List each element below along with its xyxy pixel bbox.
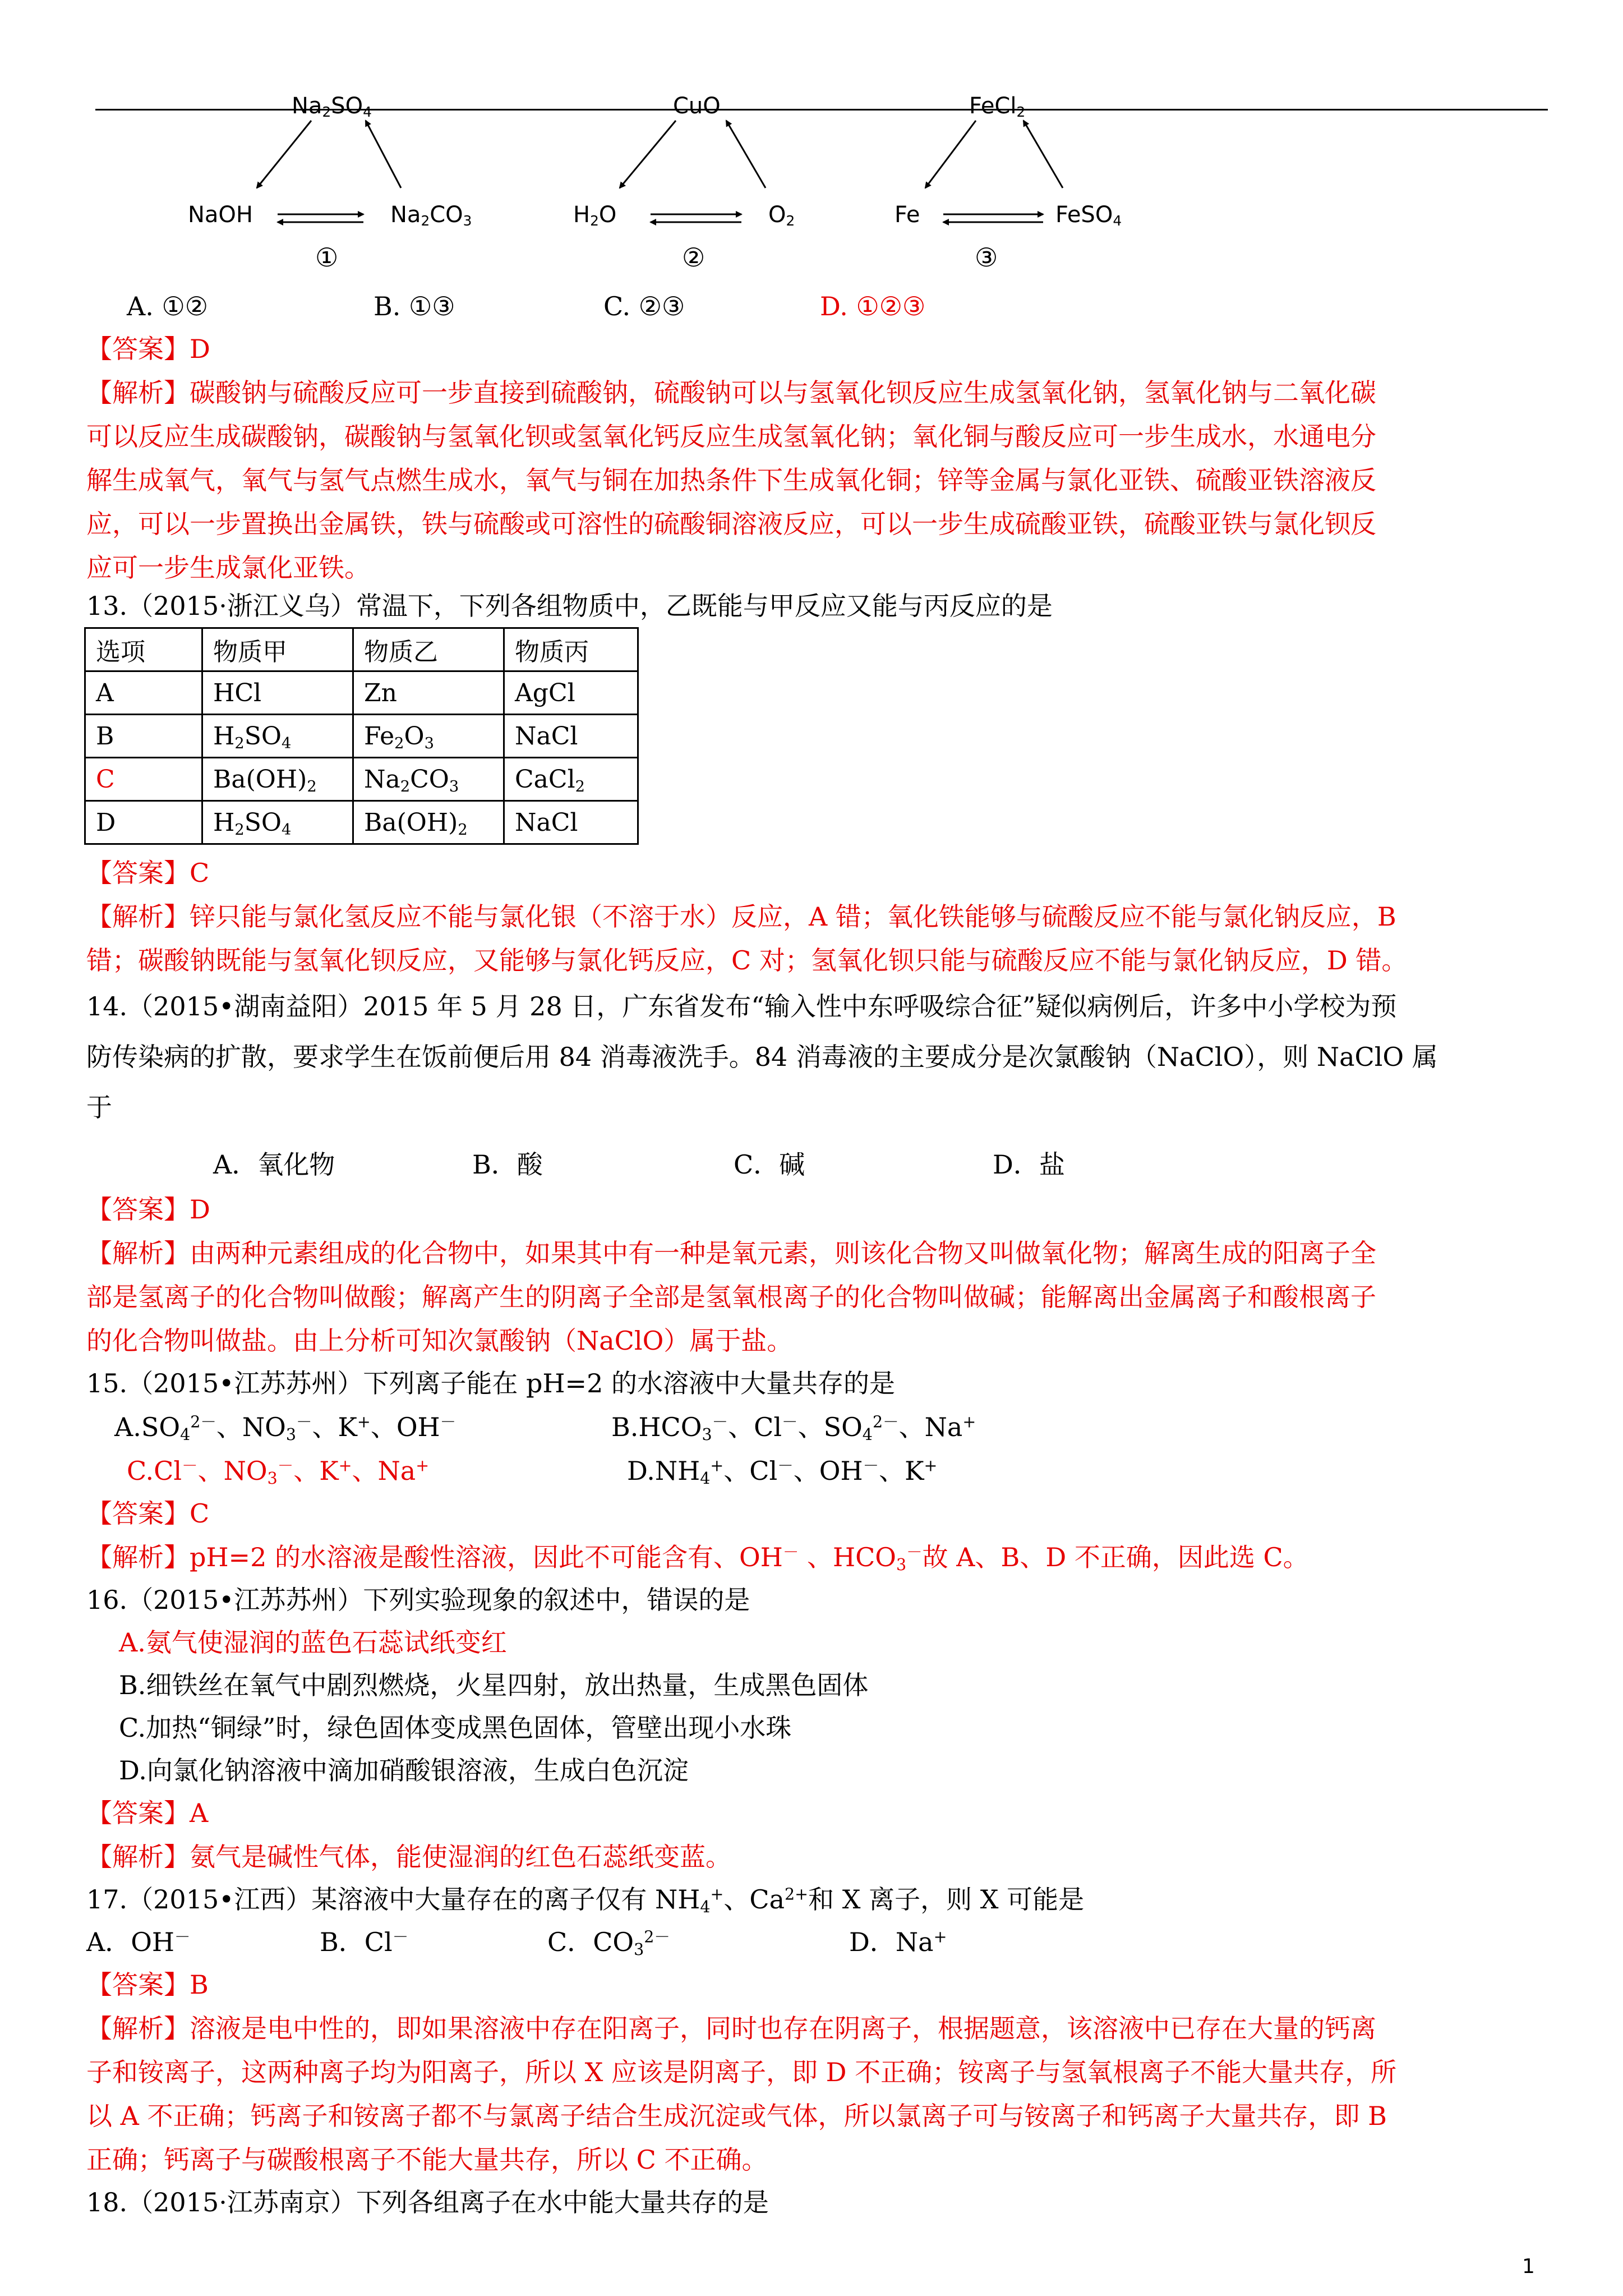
q16-answer: 【答案】A <box>86 1798 209 1828</box>
q15-answer: 【答案】C <box>86 1498 210 1529</box>
table-cell: A <box>85 671 202 715</box>
g3-number: ③ <box>975 242 998 273</box>
q13-table <box>84 627 639 845</box>
q16-option-d: D.向氯化钠溶液中滴加硝酸银溶液，生成白色沉淀 <box>119 1755 689 1786</box>
q12-analysis-line: 应，可以一步置换出金属铁，铁与硫酸或可溶性的硫酸铜溶液反应，可以一步生成硫酸亚铁，硫酸亚铁与氯化钡反 <box>86 509 1376 539</box>
q17-option-b: B．Cl－ <box>320 1927 409 1957</box>
table-row <box>85 801 638 844</box>
q16-option-a: A.氨气使湿润的蓝色石蕊试纸变红 <box>119 1627 507 1658</box>
q16-stem: 16.（2015•江苏苏州）下列实验现象的叙述中，错误的是 <box>86 1585 750 1615</box>
q14-analysis-line: 的化合物叫做盐。由上分析可知次氯酸钠（NaClO）属于盐。 <box>86 1326 793 1356</box>
q15-option-b: $B.HCO_3^-$、Cl－、$SO_4^{2-}$、Na+ <box>611 1412 976 1444</box>
q12-answer: 【答案】D <box>86 334 210 364</box>
table-row <box>85 758 638 801</box>
g1-top: $Na_2SO_4$ <box>292 93 372 121</box>
table-cell: NaCl <box>504 715 638 758</box>
q12-option-a: A. ①② <box>127 291 208 321</box>
q17-analysis-line: 【解析】溶液是电中性的，即如果溶液中存在阳离子，同时也存在阴离子，根据题意，该溶液中已存在大量的钙离 <box>86 2013 1376 2044</box>
q16-option-c: C.加热“铜绿”时，绿色固体变成黑色固体，管壁出现小水珠 <box>119 1713 792 1743</box>
q18-stem: 18.（2015·江苏南京）下列各组离子在水中能大量共存的是 <box>86 2187 769 2217</box>
q14-stem-line: 14.（2015•湖南益阳）2015 年 5 月 28 日，广东省发布“输入性中东呼吸综合征”疑似病例后，许多中小学校为预 <box>86 991 1397 1022</box>
q12-analysis-line: 可以反应生成碳酸钠，碳酸钠与氢氧化钡或氢氧化钙反应生成氢氧化钠；氧化铜与酸反应可一步生成水，水通电分 <box>86 421 1376 452</box>
arrow <box>620 121 676 188</box>
q13-stem: 13.（2015·浙江义乌）常温下，下列各组物质中，乙既能与甲反应又能与丙反应的是 <box>86 591 1053 621</box>
arrow <box>925 121 976 188</box>
table-header: 物质甲 <box>202 628 353 671</box>
q13-answer: 【答案】C <box>86 858 210 888</box>
table-row <box>85 671 638 715</box>
table-cell: D <box>85 801 202 844</box>
q17-stem: 17.（2015•江西）某溶液中大量存在的离子仅有 $NH_4^+$、$Ca^{2+}$和 X 离子，则 X 可能是 <box>86 1884 1085 1917</box>
q15-option-a: $A.SO_4^{2-}$、$NO_3^-$、K+、OH－ <box>114 1412 457 1444</box>
table-cell: Zn <box>353 671 504 715</box>
q12-option-c: C. ②③ <box>603 291 685 321</box>
g1-right: $Na_2CO_3$ <box>390 202 472 229</box>
arrow <box>726 121 766 188</box>
table-cell: $H_2SO_4$ <box>202 715 353 758</box>
table-cell: $H_2SO_4$ <box>202 801 353 844</box>
q14-option-c: C．碱 <box>734 1149 805 1180</box>
g3-left: Fe <box>895 202 920 228</box>
g2-right: $O_2$ <box>768 202 795 229</box>
q17-option-a: A．OH－ <box>86 1927 191 1957</box>
table-row <box>85 715 638 758</box>
g2-top: CuO <box>673 93 721 119</box>
table-cell: HCl <box>202 671 353 715</box>
q17-analysis-line: 以 A 不正确；钙离子和铵离子都不与氯离子结合生成沉淀或气体，所以氯离子可与铵离子和钙离子大量共存，即 B <box>86 2101 1387 2131</box>
q14-stem-line: 防传染病的扩散，要求学生在饭前便后用 84 消毒液洗手。84 消毒液的主要成分是次氯酸钠（NaClO），则 NaClO 属 <box>86 1042 1438 1072</box>
page-number: 1 <box>1522 2255 1535 2278</box>
arrow <box>257 121 311 188</box>
reaction-diagram <box>0 84 1623 286</box>
table-cell: AgCl <box>504 671 638 715</box>
table-cell: CaCl$_2$ <box>504 758 638 801</box>
table-header: 物质丙 <box>504 628 638 671</box>
q12-option-b: B. ①③ <box>374 291 455 321</box>
q12-analysis-line: 解生成氧气，氧气与氢气点燃生成水，氧气与铜在加热条件下生成氧化铜；锌等金属与氯化亚铁、硫酸亚铁溶液反 <box>86 465 1376 495</box>
q12-analysis-line: 应可一步生成氯化亚铁。 <box>86 553 370 583</box>
table-header: 选项 <box>85 628 202 671</box>
q14-analysis-line: 部是氢离子的化合物叫做酸；解离产生的阴离子全部是氢氧根离子的化合物叫做碱；能解离出金属离子和酸根离子 <box>86 1282 1376 1312</box>
q16-analysis: 【解析】氨气是碱性气体，能使湿润的红色石蕊纸变蓝。 <box>86 1842 731 1872</box>
q17-answer: 【答案】B <box>86 1970 209 2000</box>
q17-option-d: D．Na+ <box>849 1927 947 1957</box>
table-cell: C <box>85 758 202 801</box>
table-header: 物质乙 <box>353 628 504 671</box>
q17-analysis-line: 正确；钙离子与碳酸根离子不能大量共存，所以 C 不正确。 <box>86 2145 768 2175</box>
table-cell: NaCl <box>504 801 638 844</box>
q14-answer: 【答案】D <box>86 1194 210 1225</box>
q17-analysis-line: 子和铵离子，这两种离子均为阳离子，所以 X 应该是阴离子，即 D 不正确；铵离子与氢氧根离子不能大量共存，所 <box>86 2057 1397 2087</box>
g2-number: ② <box>682 242 706 273</box>
q12-analysis-line: 【解析】碳酸钠与硫酸反应可一步直接到硫酸钠，硫酸钠可以与氢氧化钡反应生成氢氧化钠，氢氧化钠与二氧化碳 <box>86 378 1376 408</box>
arrow <box>366 121 401 188</box>
g3-top: FeCl$_2$ <box>969 93 1026 121</box>
g2-left: $H_2O$ <box>573 202 617 229</box>
g1-number: ① <box>315 242 339 273</box>
q15-option-d: $D.NH_4^+$、Cl－、OH－、K+ <box>627 1456 938 1488</box>
q12-option-d: D. ①②③ <box>820 291 926 321</box>
q15-analysis: 【解析】pH=2 的水溶液是酸性溶液，因此不可能含有、OH－ 、$HCO_3^-$故 A、B、D 不正确，因此选 C。 <box>86 1542 1309 1575</box>
table-cell: $Ba(OH)_2$ <box>353 801 504 844</box>
q14-option-a: A．氧化物 <box>213 1149 335 1180</box>
q14-option-d: D．盐 <box>993 1149 1065 1180</box>
table-cell: $Fe_2O_3$ <box>353 715 504 758</box>
q14-analysis-line: 【解析】由两种元素组成的化合物中，如果其中有一种是氧元素，则该化合物又叫做氧化物；解离生成的阳离子全 <box>86 1238 1376 1268</box>
q16-option-b: B.细铁丝在氧气中剧烈燃烧，火星四射，放出热量，生成黑色固体 <box>119 1670 869 1700</box>
q14-option-b: B．酸 <box>472 1149 543 1180</box>
table-header-row <box>85 628 638 671</box>
arrow <box>1023 121 1063 188</box>
q15-stem: 15.（2015•江苏苏州）下列离子能在 pH=2 的水溶液中大量共存的是 <box>86 1368 895 1398</box>
q17-option-c: C．$CO_3^{2-}$ <box>547 1927 670 1959</box>
table-cell: $Na_2CO_3$ <box>353 758 504 801</box>
table-cell: B <box>85 715 202 758</box>
table-cell: $Ba(OH)_2$ <box>202 758 353 801</box>
q13-analysis-line: 错；碳酸钠既能与氢氧化钡反应，又能够与氯化钙反应，C 对；氢氧化钡只能与硫酸反应不能与氯化钠反应，D 错。 <box>86 945 1408 976</box>
q15-option-c: C.Cl－、$NO_3^-$、K+、Na+ <box>127 1456 430 1488</box>
g1-left: NaOH <box>188 202 253 228</box>
q13-analysis-line: 【解析】锌只能与氯化氢反应不能与氯化银（不溶于水）反应，A 错；氧化铁能够与硫酸反应不能与氯化钠反应，B <box>86 901 1396 932</box>
q14-stem-line: 于 <box>86 1092 112 1122</box>
g3-right: FeSO$_4$ <box>1055 202 1122 229</box>
